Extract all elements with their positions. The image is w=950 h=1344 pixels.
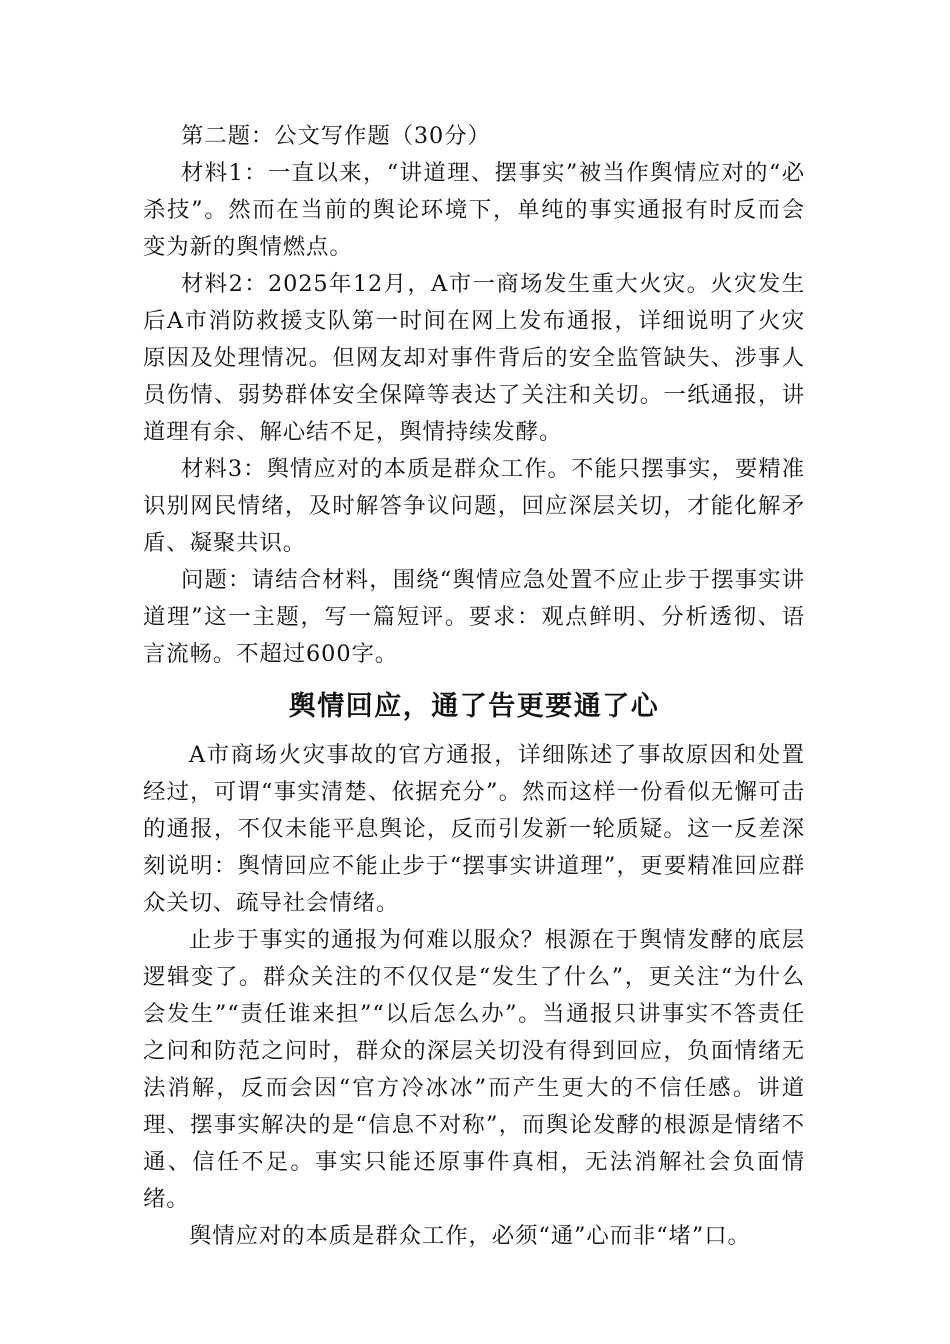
essay-paragraph-3: 舆情应对的本质是群众工作，必须“通”心而非“堵”口。 (189, 1223, 751, 1249)
question-prompt: 问题：请结合材料，围绕“舆情应急处置不应止步于摆事实讲道理”这一主题，写一篇短评。要求：观点鲜明、分析透彻、语言流畅。不超过600字。 (143, 567, 805, 667)
document-page (143, 118, 805, 1255)
question-heading: 第二题：公文写作题（30分） (181, 123, 491, 149)
material-3: 材料3：舆情应对的本质是群众工作。不能只摆事实，要精准识别网民情绪，及时解答争议问题，回应深层关切，才能化解矛盾、凝聚共识。 (143, 456, 805, 556)
material-2: 材料2：2025年12月，A市一商场发生重大火灾。火灾发生后A市消防救援支队第一时间在网上发布通报，详细说明了火灾原因及处理情况。但网友却对事件背后的安全监管缺失、涉事人员伤情、弱势群体安全保障等表达了关注和关切。一纸通报，讲道理有余、解心结不足，舆情持续发酵。 (143, 271, 805, 445)
material-1: 材料1：一直以来，“讲道理、摆事实”被当作舆情应对的“必杀技”。然而在当前的舆论环境下，单纯的事实通报有时反而会变为新的舆情燃点。 (143, 160, 805, 260)
essay-paragraph-2: 止步于事实的通报为何难以服众？根源在于舆情发酵的底层逻辑变了。群众关注的不仅仅是“发生了什么”，更关注“为什么会发生”“责任谁来担”“以后怎么办”。当通报只讲事实不答责任之问和防范之问时，群众的深层关切没有得到回应，负面情绪无法消解，反而会因“官方冷冰冰”而产生更大的不信任感。讲道理、摆事实解决的是“信息不对称”，而舆论发酵的根源是情绪不通、信任不足。事实只能还原事件真相，无法消解社会负面情绪。 (143, 927, 805, 1212)
essay-title: 舆情回应，通了告更要通了心 (288, 691, 660, 722)
essay-paragraph-1: A市商场火灾事故的官方通报，详细陈述了事故原因和处置经过，可谓“事实清楚、依据充分”。然而这样一份看似无懈可击的通报，不仅未能平息舆论，反而引发新一轮质疑。这一反差深刻说明：舆情回应不能止步于“摆事实讲道理”，更要精准回应群众关切、疏导社会情绪。 (143, 742, 805, 916)
